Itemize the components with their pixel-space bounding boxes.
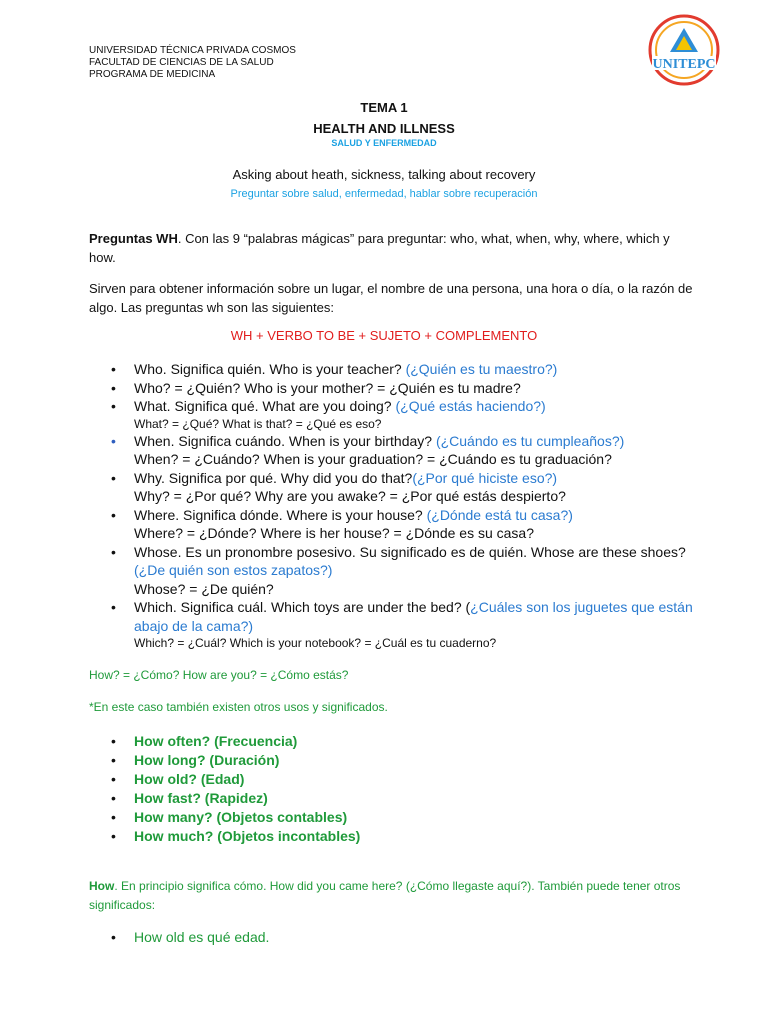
institution-header — [89, 45, 296, 81]
intro-bold: Preguntas WH — [89, 231, 178, 246]
list-item: • What. Significa qué. What are you doing? (¿Qué estás haciendo?) What? = ¿Qué? What is that? = ¿Qué es eso? — [89, 397, 709, 432]
how-list — [89, 732, 360, 846]
list-item: • How much? (Objetos incontables) — [89, 827, 360, 846]
topic-translation: Preguntar sobre salud, enfermedad, hablar sobre recuperación — [230, 188, 538, 200]
list-item: • When. Significa cuándo. When is your birthday? (¿Cuándo es tu cumpleaños?) When? = ¿Cuándo? When is your graduation? = ¿Cuándo es tu graduación? — [89, 432, 709, 469]
formula-line: WH + VERBO TO BE + SUJETO + COMPLEMENTO — [230, 328, 538, 343]
logo-text: UNITEPC — [652, 57, 716, 72]
faculty-name: FACULTAD DE CIENCIAS DE LA SALUD — [89, 57, 274, 68]
university-logo — [644, 14, 724, 90]
wh-question-list — [89, 360, 709, 651]
list-item: • How many? (Objetos contables) — [89, 808, 360, 827]
list-item: • How old? (Edad) — [89, 770, 360, 789]
list-item: • How old es qué edad. — [89, 929, 269, 945]
intro-paragraph — [89, 229, 699, 267]
list-item: • Whose. Es un pronombre posesivo. Su significado es de quién. Whose are these shoes? (¿De quién son estos zapatos?) Whose? = ¿De quién? — [89, 543, 709, 599]
page-subtitle: SALUD Y ENFERMEDAD — [331, 138, 437, 148]
program-name: PROGRAMA DE MEDICINA — [89, 69, 216, 80]
list-item: • Where. Significa dónde. Where is your house? (¿Dónde está tu casa?) Where? = ¿Dónde? Where is her house? = ¿Dónde es su casa? — [89, 506, 709, 543]
list-item: • How fast? (Rapidez) — [89, 789, 360, 808]
page-title: HEALTH AND ILLNESS — [313, 121, 455, 136]
tema-number: TEMA 1 — [360, 100, 408, 115]
list-item: • Who. Significa quién. Who is your teacher? (¿Quién es tu maestro?) — [89, 360, 709, 379]
topic-line: Asking about heath, sickness, talking about recovery — [232, 167, 536, 182]
list-item: • How long? (Duración) — [89, 751, 360, 770]
list-item: • Why. Significa por qué. Why did you do that?(¿Por qué hiciste eso?) Why? = ¿Por qué? Why are you awake? = ¿Por qué estás despierto? — [89, 469, 709, 506]
usage-note: *En este caso también existen otros usos y significados. — [89, 700, 388, 714]
list-item: • How often? (Frecuencia) — [89, 732, 360, 751]
intro-paragraph-2: Sirven para obtener información sobre un lugar, el nombre de una persona, una hora o día, o la razón de algo. Las preguntas wh son las siguientes: — [89, 281, 693, 315]
university-name: UNIVERSIDAD TÉCNICA PRIVADA COSMOS — [89, 45, 296, 56]
how-paragraph: How. En principio significa cómo. How did you came here? (¿Cómo llegaste aquí?). También puede tener otros significados: — [89, 879, 681, 912]
list-item: • Who? = ¿Quién? Who is your mother? = ¿Quién es tu madre? — [89, 379, 709, 398]
how-extra-list — [89, 929, 269, 945]
intro-text: . Con las 9 “palabras mágicas” para preguntar: who, what, when, why, where, which y how. — [89, 231, 670, 265]
how-line: How? = ¿Cómo? How are you? = ¿Cómo estás? — [89, 668, 349, 682]
list-item: • Which. Significa cuál. Which toys are under the bed? (¿Cuáles son los juguetes que están abajo de la cama?) Which? = ¿Cuál? Which is your notebook? = ¿Cuál es tu cuaderno? — [89, 598, 709, 651]
